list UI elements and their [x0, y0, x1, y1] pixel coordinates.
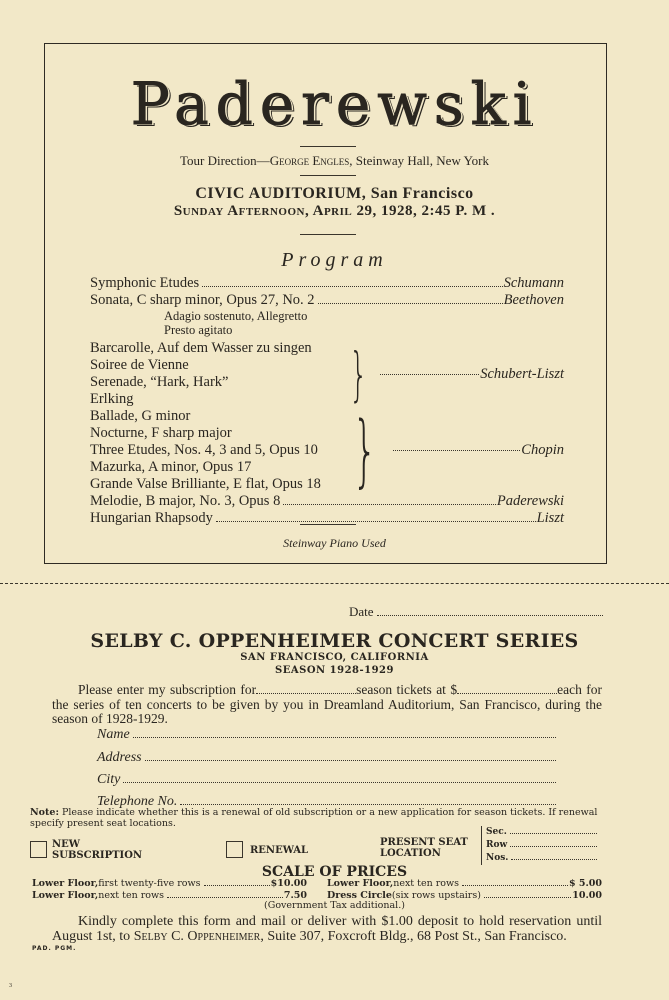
price-amount: $ 5.00 [568, 878, 602, 889]
brace-icon: } [349, 340, 368, 408]
leader-dots [167, 897, 283, 898]
address-input[interactable] [145, 760, 556, 761]
price-desc: next ten rows [393, 878, 459, 889]
price-amount: 7.50 [283, 890, 307, 901]
telephone-label: Telephone No. [97, 794, 178, 809]
renewal-label: RENEWAL [250, 845, 309, 856]
price-category: Lower Floor, [327, 878, 394, 889]
movement: Adagio sostenuto, Allegretto [164, 309, 308, 323]
program-group-schubert-liszt [90, 340, 564, 408]
piece-title: Mazurka, A minor, Opus 17 [90, 459, 252, 475]
program-item [90, 493, 564, 510]
price-table [32, 878, 602, 902]
seat-fields [481, 826, 598, 865]
intro-text: season tickets at $ [356, 682, 458, 697]
leader-dots [204, 885, 270, 886]
piece-title: Three Etudes, Nos. 4, 3 and 5, Opus 10 [90, 442, 318, 458]
piece-title: Erlking [90, 391, 134, 407]
city-input[interactable] [123, 782, 556, 783]
price-amount: 10.00 [572, 890, 602, 901]
movement: Presto agitato [164, 323, 233, 337]
date-field[interactable] [349, 604, 604, 620]
piece-title: Serenade, “Hark, Hark” [90, 374, 229, 390]
address-label: Address [97, 750, 142, 765]
program-heading: Program [281, 249, 388, 271]
price-category: Lower Floor, [32, 878, 99, 889]
closing-name: Selby C. Oppenheimer [133, 929, 261, 944]
label-line: SUBSCRIPTION [52, 850, 143, 861]
program-group-chopin [90, 405, 564, 496]
leader-dots [283, 504, 496, 505]
concert-datetime: Sunday Afternoon, April 29, 1928, 2:45 P. M . [173, 203, 496, 219]
piece-title: Symphonic Etudes [90, 275, 200, 291]
brace-icon: } [352, 405, 378, 496]
section-field[interactable] [486, 826, 598, 839]
performer-title: Paderewski [130, 70, 539, 138]
closing-text: , Suite 307, Foxcroft Bldg., 68 Post St., San Francisco. [260, 929, 567, 944]
piece-title: Soiree de Vienne [90, 357, 189, 373]
price-item [32, 878, 307, 890]
date-input-line[interactable] [377, 604, 603, 616]
address-field[interactable] [97, 750, 557, 766]
ticket-price-input[interactable] [457, 683, 557, 694]
piece-title: Melodie, B major, No. 3, Opus 8 [90, 493, 281, 509]
row-input[interactable] [510, 846, 597, 847]
leader-dots [484, 897, 571, 898]
label-line: NEW [52, 839, 80, 850]
nos-label: Nos. [486, 853, 509, 863]
date-label: Date [349, 604, 374, 619]
new-subscription-checkbox[interactable] [30, 841, 47, 858]
printer-imprint: PAD. PGM. [32, 945, 77, 952]
sec-input[interactable] [510, 833, 597, 834]
subscription-text [52, 683, 602, 727]
nos-input[interactable] [511, 859, 597, 860]
leader-dots [393, 450, 521, 451]
composer: Chopin [521, 442, 564, 458]
price-amount: $10.00 [270, 878, 307, 889]
closing-instructions [52, 914, 602, 944]
composer: Liszt [536, 510, 564, 526]
intro-text: the series of ten concerts to be given by you in Dreamland Auditorium, San Francisco, during the season of 1928-1929. [52, 696, 602, 726]
leader-dots [380, 374, 479, 375]
leader-dots [462, 885, 568, 886]
row-field[interactable] [486, 839, 598, 852]
composer: Schumann [503, 275, 564, 291]
note-text: Please indicate whether this is a renewal of old subscription or a new application for season tickets. If renewal specify present seat locations. [30, 807, 598, 829]
leader-dots [318, 303, 503, 304]
series-location: SAN FRANCISCO, CALIFORNIA [240, 652, 429, 663]
label-line: PRESENT SEAT [380, 837, 468, 848]
piece-title: Hungarian Rhapsody [90, 510, 213, 526]
divider [300, 234, 356, 235]
city-field[interactable] [97, 772, 557, 788]
series-title: SELBY C. OPPENHEIMER CONCERT SERIES [90, 630, 579, 652]
price-desc: first twenty-five rows [98, 878, 201, 889]
ticket-count-input[interactable] [256, 683, 356, 694]
page-number: 3 [9, 983, 12, 989]
row-label: Row [486, 840, 508, 850]
closing-text: Kindly complete this form and mail or deliver with $1.00 deposit to hold reservation until August 1st, to [52, 914, 602, 944]
divider [300, 524, 356, 525]
price-row [32, 878, 602, 890]
name-input[interactable] [133, 737, 556, 738]
prices-heading: SCALE OF PRICES [261, 864, 408, 880]
telephone-input[interactable] [180, 804, 556, 805]
leader-dots [202, 286, 502, 287]
city-label: City [97, 772, 121, 787]
piece-title: Ballade, G minor [90, 408, 191, 424]
divider [300, 175, 356, 176]
price-category: Lower Floor, [32, 890, 99, 901]
new-subscription-label [52, 839, 142, 861]
piano-note: Steinway Piano Used [283, 536, 386, 550]
piece-title: Sonata, C sharp minor, Opus 27, No. 2 [90, 292, 315, 308]
seat-location-label [380, 837, 468, 859]
composer: Beethoven [503, 292, 564, 308]
price-item [327, 878, 602, 890]
name-label: Name [97, 727, 130, 742]
divider [300, 146, 356, 147]
sec-label: Sec. [486, 827, 507, 837]
name-field[interactable] [97, 727, 557, 743]
piece-title: Grande Valse Brilliante, E flat, Opus 18 [90, 476, 321, 492]
program-item [90, 292, 564, 309]
label-line: LOCATION [380, 848, 441, 859]
price-category: Dress Circle [327, 890, 392, 901]
leader-dots [216, 521, 536, 522]
composer: Schubert-Liszt [480, 365, 564, 382]
tax-note: (Government Tax additional.) [264, 900, 405, 911]
price-desc: (six rows upstairs) [391, 890, 481, 901]
tour-manager: George Engles [269, 153, 350, 168]
tour-direction [0, 153, 669, 169]
venue: CIVIC AUDITORIUM, San Francisco [195, 185, 474, 202]
composer: Paderewski [496, 493, 564, 509]
tour-suffix: , Steinway Hall, New York [349, 153, 490, 168]
program-list [90, 275, 564, 527]
series-season: SEASON 1928-1929 [275, 665, 394, 676]
note-label: Note: [30, 807, 59, 818]
tear-line [0, 583, 669, 584]
program-item [90, 275, 564, 292]
tour-prefix: Tour Direction— [179, 153, 270, 168]
piece-title: Nocturne, F sharp major [90, 425, 232, 441]
intro-text: Please enter my subscription for [78, 682, 257, 697]
price-desc: next ten rows [98, 890, 164, 901]
piece-title: Barcarolle, Auf dem Wasser zu singen [90, 340, 312, 356]
renewal-checkbox[interactable] [226, 841, 243, 858]
intro-text: each for [557, 682, 602, 697]
